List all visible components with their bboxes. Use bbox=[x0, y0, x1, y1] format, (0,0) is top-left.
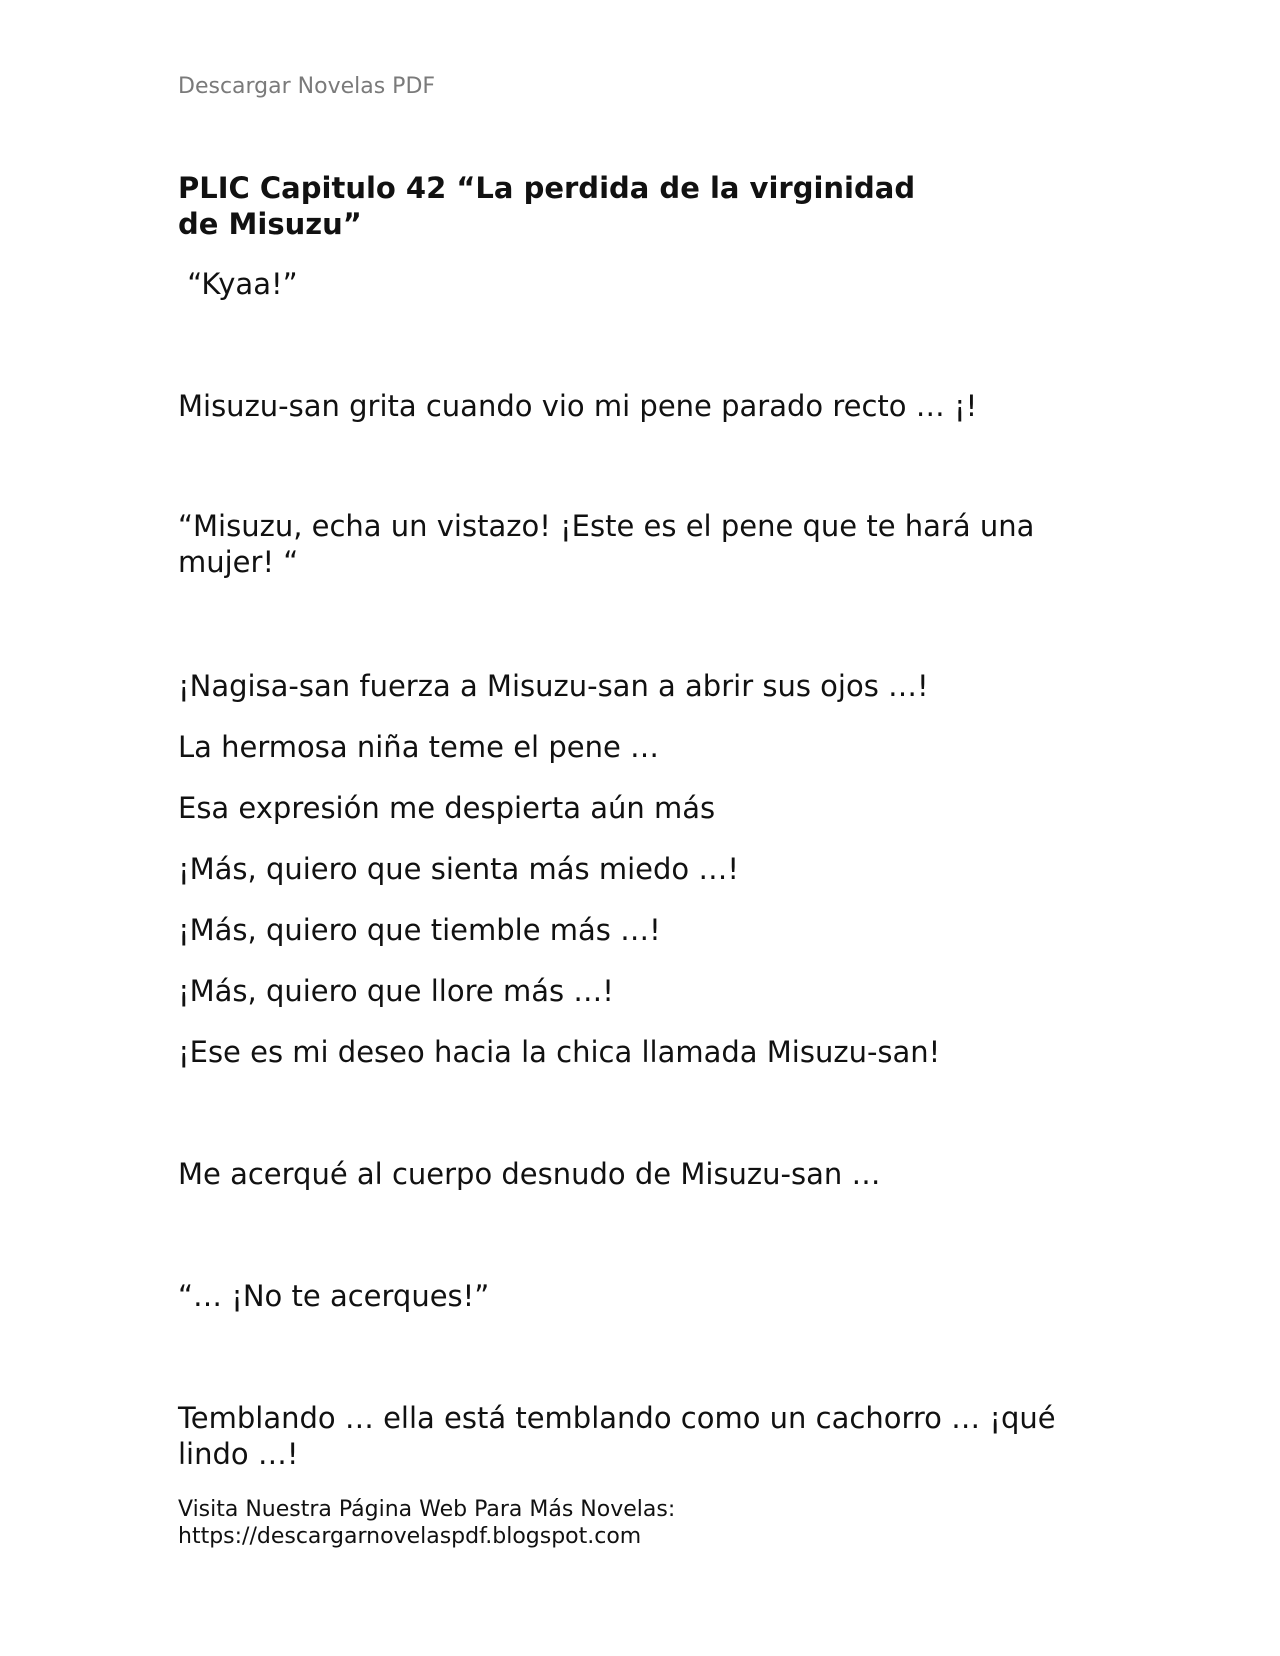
page-footer bbox=[178, 1496, 675, 1550]
paragraph-6: Esa expresión me despierta aún más bbox=[178, 791, 716, 825]
paragraph-10: ¡Ese es mi deseo hacia la chica llamada Misuzu-san! bbox=[178, 1035, 941, 1069]
paragraph-13: Temblando … ella está temblando como un cachorro … ¡qué lindo …! bbox=[178, 1401, 1065, 1471]
paragraph-12: “… ¡No te acerques!” bbox=[178, 1279, 490, 1313]
chapter-title: PLIC Capitulo 42 “La perdida de la virginidad de Misuzu” bbox=[178, 171, 916, 241]
paragraph-1: “Kyaa!” bbox=[178, 267, 298, 301]
paragraph-3: “Misuzu, echa un vistazo! ¡Este es el pene que te hará una mujer! “ bbox=[178, 509, 1044, 579]
paragraph-9: ¡Más, quiero que llore más …! bbox=[178, 974, 614, 1008]
paragraph-4: ¡Nagisa-san fuerza a Misuzu-san a abrir sus ojos …! bbox=[178, 669, 929, 703]
paragraph-2: Misuzu-san grita cuando vio mi pene parado recto … ¡! bbox=[178, 389, 978, 423]
footer-website-link[interactable]: https://descargarnovelaspdf.blogspot.com bbox=[178, 1524, 642, 1549]
paragraph-7: ¡Más, quiero que sienta más miedo …! bbox=[178, 852, 739, 886]
footer-promo-text: Visita Nuestra Página Web Para Más Novelas: bbox=[178, 1497, 676, 1522]
site-header: Descargar Novelas PDF bbox=[178, 74, 436, 99]
paragraph-11: Me acerqué al cuerpo desnudo de Misuzu-san … bbox=[178, 1157, 881, 1191]
paragraph-5: La hermosa niña teme el pene … bbox=[178, 730, 660, 764]
paragraph-8: ¡Más, quiero que tiemble más …! bbox=[178, 913, 661, 947]
